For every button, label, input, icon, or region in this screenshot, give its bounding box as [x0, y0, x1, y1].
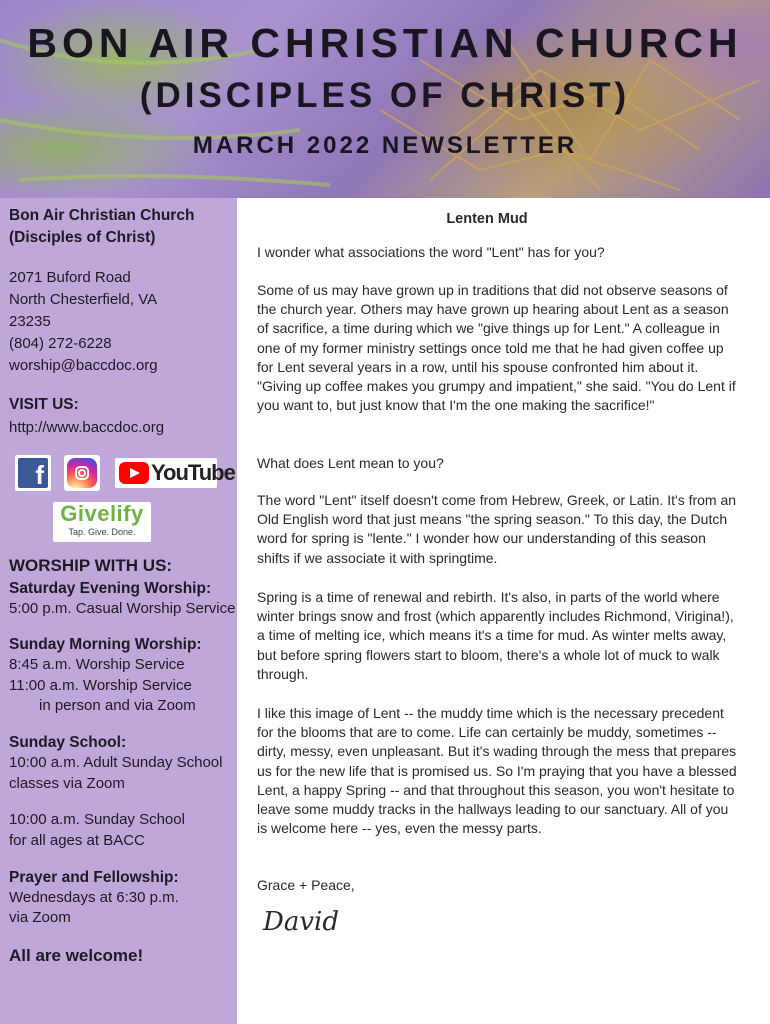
- denomination-subtitle: (DISCIPLES OF CHRIST): [139, 76, 631, 115]
- sunday-service-1: 8:45 a.m. Worship Service: [9, 656, 185, 673]
- email-link[interactable]: worship@baccdoc.org: [9, 357, 158, 374]
- instagram-icon[interactable]: [64, 455, 100, 491]
- worship-heading: WORSHIP WITH US:: [9, 556, 173, 575]
- org-name-line2: (Disciples of Christ): [9, 229, 156, 246]
- prayer-heading: Prayer and Fellowship:: [9, 869, 179, 886]
- org-name-line1: Bon Air Christian Church: [9, 207, 195, 224]
- article-closing: Grace + Peace,: [257, 877, 355, 893]
- article-paragraph-1: I wonder what associations the word "Lent" has for you?: [257, 244, 605, 260]
- article-title: Lenten Mud: [446, 211, 528, 227]
- saturday-heading: Saturday Evening Worship:: [9, 580, 212, 597]
- article-paragraph-6: I like this image of Lent -- the muddy time which is the necessary precedent for the blooms that are to come. Life can certainly be muddy, sometimes -- dirty, messy, even unpleasant. But it's wading through the mess that prepares us for the new life that is promised us. So I'm praying that you have a blessed Lent, a happy Spring -- and that throughout this season, you won't hesitate to leave some muddy tracks in the hallways leading to our sanctuary. All of you is welcome here -- yes, even the messy parts.: [257, 705, 737, 837]
- sunday-service-2: 11:00 a.m. Worship Service: [9, 677, 192, 694]
- church-name-title: BON AIR CHRISTIAN CHURCH: [27, 20, 743, 66]
- article-paragraph-3: What does Lent mean to you?: [257, 455, 444, 471]
- article-paragraph-5: Spring is a time of renewal and rebirth. It's also, in parts of the world where winter brings snow and frost (which apparently includes Richmond, Virigina!), a time of melting ice, which means it's a time for mud. As winter melts away, but before spring flowers start to bloom, there's a whole lot of muck to walk through.: [257, 589, 734, 682]
- sunday-school-2-line1: 10:00 a.m. Sunday School: [9, 811, 185, 828]
- newsletter-issue: MARCH 2022 NEWSLETTER: [192, 132, 578, 159]
- phone-number[interactable]: (804) 272-6228: [9, 335, 112, 352]
- prayer-line1: Wednesdays at 6:30 p.m.: [9, 889, 179, 906]
- address-city: North Chesterfield, VA: [9, 291, 158, 308]
- article-paragraph-4: The word "Lent" itself doesn't come from Hebrew, Greek, or Latin. It's from an Old English word that just means "the spring season." To this day, the Dutch word for spring is "lente." I wonder how our understanding of this season shifts if we associate it with springtime.: [257, 492, 737, 566]
- header-banner: [0, 0, 770, 198]
- sunday-school-1-line1: 10:00 a.m. Adult Sunday School: [9, 754, 223, 771]
- article-paragraph-2: Some of us may have grown up in traditions that did not observe seasons of the church year. Others may have grown up hearing about Lent as a season of sacrifice, a time during which we "give things up for Lent." A colleague in one of my former ministry settings once told me that he had given coffee up for Lent several years in a row, until his spouse confronted him about it. "Giving up coffee makes you grumpy and impatient," she said. "You do Lent if you want to, but just know that I'm the one making the sacrifice!": [257, 282, 736, 414]
- saturday-service: 5:00 p.m. Casual Worship Service: [9, 600, 236, 617]
- social-icons: [15, 455, 235, 493]
- sunday-school-2-line2: for all ages at BACC: [9, 832, 145, 849]
- sunday-school-heading: Sunday School:: [9, 734, 127, 751]
- facebook-icon[interactable]: f: [15, 455, 51, 491]
- givelify-tagline: Tap. Give. Done.: [68, 527, 136, 537]
- address-zip: 23235: [9, 313, 51, 330]
- givelify-logo[interactable]: [53, 502, 151, 542]
- address-street: 2071 Buford Road: [9, 269, 131, 286]
- givelify-name: Givelify: [60, 501, 144, 526]
- website-link[interactable]: http://www.baccdoc.org: [9, 419, 165, 436]
- sunday-heading: Sunday Morning Worship:: [9, 636, 202, 653]
- sunday-school-1-line2: classes via Zoom: [9, 775, 125, 792]
- welcome-text: All are welcome!: [9, 946, 144, 965]
- signature: David: [263, 907, 339, 937]
- sidebar: [0, 198, 237, 1024]
- sunday-service-2-note: in person and via Zoom: [39, 697, 196, 714]
- youtube-icon[interactable]: YouTube: [115, 458, 217, 488]
- visit-heading: VISIT US:: [9, 396, 79, 413]
- prayer-line2: via Zoom: [9, 909, 71, 926]
